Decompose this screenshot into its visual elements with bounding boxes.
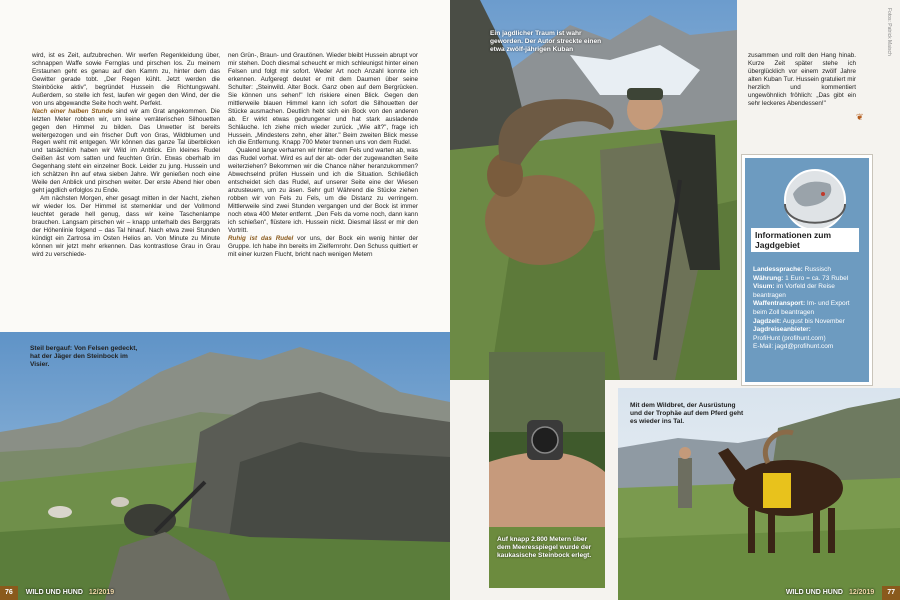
paragraph-text: sind wir am Grat angekommen. Die letzten Meter robben wir, um keine verräterischen Silhouetten gegen den Himmel zu bilden. Das Unwetter ist bereits weitergezogen und ein frischer Duft von Gras, Wildblumen und Regen weht mit entgegen. Wir können das ganze Tal überblicken und tatsächlich haben wir Wild im Anblick. Ein kleines Rudel Geißen äst vom satten und feuchten Grün. Etwas oberhalb im Gegenhang steht ein einzelner Bock. Leider zu jung. Hussein und ich schätzen ihn auf etwa sieben Jahre. Wir genießen noch eine Weile den Anblick und pirschen weiter. Der erste Abend hier oben geht jagdlich erfolglos zu Ende.	[32, 107, 221, 195]
hero-trophy-photo	[450, 0, 737, 380]
page-number: 76	[0, 586, 18, 600]
hunter-landscape-photo	[0, 332, 450, 600]
paragraph	[228, 235, 418, 259]
info-title: Informationen zum Jagdgebiet	[751, 228, 859, 252]
photo-caption: Auf knapp 2.800 Metern über dem Meeresspiegel wurde der kaukasische Steinbock erlegt.	[497, 536, 592, 559]
issue-date: 12/2019	[848, 589, 875, 596]
info-item: ProfiHunt (profihunt.com)	[753, 334, 826, 342]
photo-credit: Fotos: Patrick Maisch	[886, 8, 892, 56]
left-page-footer	[0, 586, 450, 600]
paragraph: Am nächsten Morgen, eher gesagt mitten in der Nacht, ziehen wir wieder los. Der Himmel ist sternenklar und der Vollmond leuchtet gerade hell genug, dass wir keine Taschenlampe brauchen. Langsam pirschen wir – knapp unterhalb des Berggrats der Höhenlinie folgend – das Tal hinauf. Nach etwa zwei Stunden kündigt ein Zartrosa im Osten Helios an. Von Minute zu Minute können wir jetzt mehr erkennen. Das kontrastlose Grau in Grau wird zu verschiede-	[32, 195, 220, 258]
info-item: E-Mail: jagd@profihunt.com	[753, 343, 834, 351]
issue-date: 12/2019	[88, 589, 115, 596]
article-column-1	[32, 52, 220, 259]
paragraph: nen Grün-, Braun- und Grautönen. Wieder bleibt Hussein abrupt vor mir stehen. Doch diesmal scheucht er mich schleunigst hinter einen Felsen und folgt mir sofort. Weder Art noch Anzahl konnte ich erkennen. Aufgeregt deutet er mit dem Daumen über seine Schulter: „Steinwild. Alter Bock. Ganz oben auf dem Bergrücken. Sie können uns sehen!" Ich riskiere einen Blick. Gegen den mittlerweile blauen Himmel kann ich sofort die Silhouetten der Stücke ausmachen. Deutlich hebt sich ein Bock von den anderen ab. Er wirkt etwas gedrungener und hat stark ausladende Schläuche. Ich ziehe mich wieder zurück. „Wie alt?", frage ich Hussein. „Mindestens zehn, eher älter." Beim zweiten Blick messe ich die Entfernung. Knapp 700 Meter trennen uns von dem Rudel.	[228, 52, 418, 147]
photo-caption: Steil bergauf: Von Felsen gedeckt, hat der Jäger den Steinbock im Visier.	[30, 345, 138, 368]
paragraph: wird, ist es Zeit, aufzubrechen. Wir werfen Regenkleidung über, schnappen Waffe sowie Fernglas und pirschen los. Zu meinem Erstaunen geht es genau auf den Kamm zu, hinter dem das Gewitter gerade tobt. „Der Regen kühlt. Jetzt werden die Steinböcke aktiv", begründet Hussein die Richtungswahl. Außerdem, so stelle ich fest, laufen wir gegen den Wind, der die von uns abgewandte Seite hoch weht. Perfekt.	[32, 52, 220, 107]
info-item: Landessprache: Russisch	[753, 266, 832, 273]
info-item: Waffentransport: Im- und Export beim Zoll beantragen	[753, 300, 850, 316]
paragraph-text: vor uns, der Bock ein wenig hinter der Gruppe. Ich habe ihn bereits im Zielfernrohr. Den Schuss quittiert er mit einer kurzen Flucht, bricht nach wenigen Metern	[228, 234, 419, 258]
info-list	[753, 266, 863, 352]
page-number: 77	[882, 586, 900, 600]
end-mark-icon: ❦	[856, 112, 864, 122]
info-item: Jagdreiseanbieter:	[753, 326, 811, 334]
paragraph: Qualend lange verharren wir hinter dem Fels und warten ab, was das Rudel vorhat. Wird es auf der ab- oder der zugewandten Seite weiterziehen? Bekommen wir die Chance näher heranzukommen? Abwechselnd prüfen Hussein und ich die Situation. Schließlich entscheidet sich das Rudel, auf unserer Seite eine der Wiesen anzusteuern, um zu äsen. Sehr gut! Während die Stücke ziehen robben wir von Fels zu Fels, um die Distanz zu verringern. Mittlerweile sind zwei Stunden vergangen und der Bock ist immer noch etwa 400 Meter entfernt. „Den Fels da vorne noch, dann kann ich schießen", flüstere ich. Hussein nickt. Diesmal lässt er mir den Vortritt.	[228, 147, 418, 234]
section-lead: Ruhig ist das Rudel	[228, 234, 294, 242]
paragraph: zusammen und rollt den Hang hinab. Kurze Zeit später stehe ich überglücklich vor einem zwölf Jahre alten Kuban Tur. Hussein gratuliert mir herzlich und kommentiert ungewöhnlich fröhlich: „Das gibt ein sehr leckeres Abendessen!"	[748, 52, 856, 107]
article-column-2	[228, 52, 418, 259]
magazine-name: WILD UND HUND	[785, 589, 843, 596]
photo-caption: Ein jagdlicher Traum ist wahr geworden. Der Autor streckte einen etwa zwölf-jährigen Kuban	[490, 30, 602, 53]
article-column-3	[748, 52, 856, 108]
section-lead: Nach einer halben Stunde	[32, 107, 113, 115]
info-item: Jagdzeit: August bis November	[753, 317, 845, 325]
info-item: Währung: 1 Euro = ca. 73 Rubel	[753, 274, 849, 282]
magazine-name: WILD UND HUND	[25, 589, 83, 596]
info-item: Visum: im Vorfeld der Reise beantragen	[753, 283, 835, 299]
info-box	[742, 155, 872, 385]
photo-caption: Mit dem Wildbret, der Ausrüstung und der Trophäe auf dem Pferd geht es wieder ins Tal.	[630, 402, 744, 425]
paragraph	[32, 108, 220, 195]
right-page-footer	[450, 586, 900, 600]
